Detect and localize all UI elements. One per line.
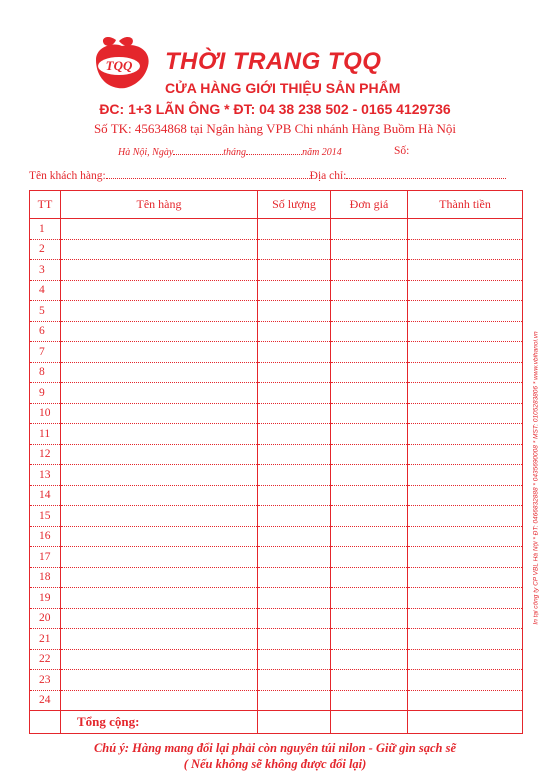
quantity-cell[interactable]	[258, 465, 331, 486]
unit-price-cell[interactable]	[331, 239, 408, 260]
quantity-cell[interactable]	[258, 362, 331, 383]
month-blank[interactable]	[246, 146, 302, 155]
item-name-cell[interactable]	[61, 649, 258, 670]
quantity-cell[interactable]	[258, 444, 331, 465]
table-row	[30, 280, 523, 301]
table-row	[30, 567, 523, 588]
quantity-cell[interactable]	[258, 280, 331, 301]
row-number: 16	[30, 526, 61, 547]
unit-price-cell[interactable]	[331, 362, 408, 383]
logo-text: TQQ	[105, 58, 133, 73]
quantity-cell[interactable]	[258, 403, 331, 424]
quantity-cell[interactable]	[258, 321, 331, 342]
item-name-cell[interactable]	[61, 362, 258, 383]
item-name-cell[interactable]	[61, 526, 258, 547]
date-line	[118, 146, 342, 158]
day-blank[interactable]	[173, 146, 223, 155]
table-row	[30, 547, 523, 568]
item-name-cell[interactable]	[61, 629, 258, 650]
month-label: tháng	[223, 147, 247, 158]
amount-cell[interactable]	[408, 403, 523, 424]
amount-cell[interactable]	[408, 649, 523, 670]
unit-price-cell[interactable]	[331, 260, 408, 281]
quantity-cell[interactable]	[258, 670, 331, 691]
footer-note-secondary: ( Nếu không sẽ không được đổi lại)	[183, 757, 367, 771]
quantity-cell[interactable]	[258, 526, 331, 547]
table-row	[30, 608, 523, 629]
amount-cell[interactable]	[408, 690, 523, 711]
table-row	[30, 403, 523, 424]
table-row	[30, 670, 523, 691]
amount-cell[interactable]	[408, 424, 523, 445]
amount-cell[interactable]	[408, 301, 523, 322]
item-name-cell[interactable]	[61, 567, 258, 588]
unit-price-cell[interactable]	[331, 567, 408, 588]
unit-price-cell[interactable]	[331, 383, 408, 404]
quantity-cell[interactable]	[258, 567, 331, 588]
row-number: 7	[30, 342, 61, 363]
table-row	[30, 362, 523, 383]
bank-account: Số TK: 45634868 tại Ngân hàng VPB Chi nhánh Hàng Buồm Hà Nội	[93, 121, 457, 136]
unit-price-cell[interactable]	[331, 342, 408, 363]
col-tt: TT	[30, 191, 61, 219]
quantity-cell[interactable]	[258, 485, 331, 506]
col-quantity: Số lượng	[258, 191, 331, 219]
unit-price-cell[interactable]	[331, 588, 408, 609]
amount-cell[interactable]	[408, 239, 523, 260]
total-cell-tt	[30, 711, 61, 734]
quantity-cell[interactable]	[258, 260, 331, 281]
customer-name-label: Tên khách hàng:	[29, 170, 106, 182]
amount-cell[interactable]	[408, 260, 523, 281]
amount-cell[interactable]	[408, 219, 523, 240]
item-name-cell[interactable]	[61, 239, 258, 260]
table-row	[30, 342, 523, 363]
quantity-cell[interactable]	[258, 383, 331, 404]
quantity-cell[interactable]	[258, 239, 331, 260]
table-row	[30, 629, 523, 650]
row-number: 9	[30, 383, 61, 404]
item-name-cell[interactable]	[61, 321, 258, 342]
item-name-cell[interactable]	[61, 383, 258, 404]
total-cell-amount[interactable]	[408, 711, 523, 734]
amount-cell[interactable]	[408, 506, 523, 527]
table-row	[30, 649, 523, 670]
item-name-cell[interactable]	[61, 219, 258, 240]
item-name-cell[interactable]	[61, 260, 258, 281]
item-name-cell[interactable]	[61, 342, 258, 363]
total-row	[30, 711, 523, 734]
item-name-cell[interactable]	[61, 547, 258, 568]
table-row	[30, 485, 523, 506]
quantity-cell[interactable]	[258, 424, 331, 445]
amount-cell[interactable]	[408, 670, 523, 691]
brand-title: THỜI TRANG TQQ	[165, 48, 382, 75]
quantity-cell[interactable]	[258, 301, 331, 322]
row-number: 10	[30, 403, 61, 424]
unit-price-cell[interactable]	[331, 301, 408, 322]
row-number: 21	[30, 629, 61, 650]
row-number: 18	[30, 567, 61, 588]
quantity-cell[interactable]	[258, 342, 331, 363]
shop-subtitle: CỬA HÀNG GIỚI THIỆU SẢN PHẨM	[165, 80, 401, 96]
amount-cell[interactable]	[408, 444, 523, 465]
unit-price-cell[interactable]	[331, 547, 408, 568]
item-name-cell[interactable]	[61, 690, 258, 711]
items-table	[29, 190, 523, 734]
table-row	[30, 383, 523, 404]
unit-price-cell[interactable]	[331, 403, 408, 424]
row-number: 23	[30, 670, 61, 691]
year-label: năm 2014	[302, 147, 342, 158]
item-name-cell[interactable]	[61, 403, 258, 424]
unit-price-cell[interactable]	[331, 670, 408, 691]
row-number: 12	[30, 444, 61, 465]
row-number: 5	[30, 301, 61, 322]
amount-cell[interactable]	[408, 485, 523, 506]
customer-name-field[interactable]	[106, 170, 310, 179]
row-number: 24	[30, 690, 61, 711]
shop-address: ĐC: 1+3 LÃN ÔNG * ĐT: 04 38 238 502 - 0165 4129736	[99, 101, 451, 117]
quantity-cell[interactable]	[258, 506, 331, 527]
table-row	[30, 239, 523, 260]
item-name-cell[interactable]	[61, 588, 258, 609]
footer-note: Chú ý: Hàng mang đổi lại phải còn nguyên túi nilon - Giữ gìn sạch sẽ	[93, 741, 457, 755]
item-name-cell[interactable]	[61, 608, 258, 629]
customer-line	[29, 170, 506, 182]
quantity-cell[interactable]	[258, 219, 331, 240]
row-number: 1	[30, 219, 61, 240]
quantity-cell[interactable]	[258, 649, 331, 670]
amount-cell[interactable]	[408, 465, 523, 486]
item-name-cell[interactable]	[61, 280, 258, 301]
row-number: 14	[30, 485, 61, 506]
table-row	[30, 260, 523, 281]
table-row	[30, 301, 523, 322]
unit-price-cell[interactable]	[331, 649, 408, 670]
unit-price-cell[interactable]	[331, 608, 408, 629]
row-number: 19	[30, 588, 61, 609]
table-row	[30, 219, 523, 240]
item-name-cell[interactable]	[61, 670, 258, 691]
quantity-cell[interactable]	[258, 608, 331, 629]
table-row	[30, 588, 523, 609]
unit-price-cell[interactable]	[331, 690, 408, 711]
amount-cell[interactable]	[408, 608, 523, 629]
amount-cell[interactable]	[408, 362, 523, 383]
quantity-cell[interactable]	[258, 547, 331, 568]
row-number: 11	[30, 424, 61, 445]
row-number: 8	[30, 362, 61, 383]
unit-price-cell[interactable]	[331, 444, 408, 465]
unit-price-cell[interactable]	[331, 526, 408, 547]
amount-cell[interactable]	[408, 280, 523, 301]
amount-cell[interactable]	[408, 567, 523, 588]
total-cell-qty[interactable]	[258, 711, 331, 734]
unit-price-cell[interactable]	[331, 424, 408, 445]
item-name-cell[interactable]	[61, 301, 258, 322]
amount-cell[interactable]	[408, 321, 523, 342]
table-row	[30, 321, 523, 342]
row-number: 2	[30, 239, 61, 260]
brand-logo	[86, 34, 156, 92]
unit-price-cell[interactable]	[331, 506, 408, 527]
amount-cell[interactable]	[408, 547, 523, 568]
table-row	[30, 465, 523, 486]
table-row	[30, 690, 523, 711]
table-header-row	[30, 191, 523, 219]
unit-price-cell[interactable]	[331, 219, 408, 240]
customer-address-field[interactable]	[346, 170, 506, 179]
total-cell-price[interactable]	[331, 711, 408, 734]
amount-cell[interactable]	[408, 629, 523, 650]
row-number: 17	[30, 547, 61, 568]
item-name-cell[interactable]	[61, 485, 258, 506]
row-number: 3	[30, 260, 61, 281]
amount-cell[interactable]	[408, 383, 523, 404]
unit-price-cell[interactable]	[331, 629, 408, 650]
total-label: Tổng cộng:	[61, 711, 258, 734]
col-amount: Thành tiền	[408, 191, 523, 219]
table-row	[30, 424, 523, 445]
unit-price-cell[interactable]	[331, 465, 408, 486]
table-row	[30, 506, 523, 527]
row-number: 4	[30, 280, 61, 301]
item-name-cell[interactable]	[61, 424, 258, 445]
item-name-cell[interactable]	[61, 444, 258, 465]
amount-cell[interactable]	[408, 526, 523, 547]
quantity-cell[interactable]	[258, 588, 331, 609]
table-row	[30, 444, 523, 465]
col-item-name: Tên hàng	[61, 191, 258, 219]
item-name-cell[interactable]	[61, 506, 258, 527]
row-number: 22	[30, 649, 61, 670]
row-number: 13	[30, 465, 61, 486]
quantity-cell[interactable]	[258, 690, 331, 711]
col-unit-price: Đơn giá	[331, 191, 408, 219]
unit-price-cell[interactable]	[331, 485, 408, 506]
item-name-cell[interactable]	[61, 465, 258, 486]
unit-price-cell[interactable]	[331, 321, 408, 342]
table-row	[30, 526, 523, 547]
date-place-label: Hà Nội, Ngày	[118, 147, 174, 158]
customer-address-label: Địa chỉ:	[309, 170, 347, 182]
amount-cell[interactable]	[408, 342, 523, 363]
printer-info: In tại công ty CP VBL Hà Nội * ĐT: 0466832888 * 0435690008 * MST: 0105283806 * www.vbihanoi.vn	[532, 331, 540, 625]
row-number: 20	[30, 608, 61, 629]
quantity-cell[interactable]	[258, 629, 331, 650]
unit-price-cell[interactable]	[331, 280, 408, 301]
row-number: 6	[30, 321, 61, 342]
row-number: 15	[30, 506, 61, 527]
amount-cell[interactable]	[408, 588, 523, 609]
invoice-number-label: Số:	[394, 145, 410, 157]
